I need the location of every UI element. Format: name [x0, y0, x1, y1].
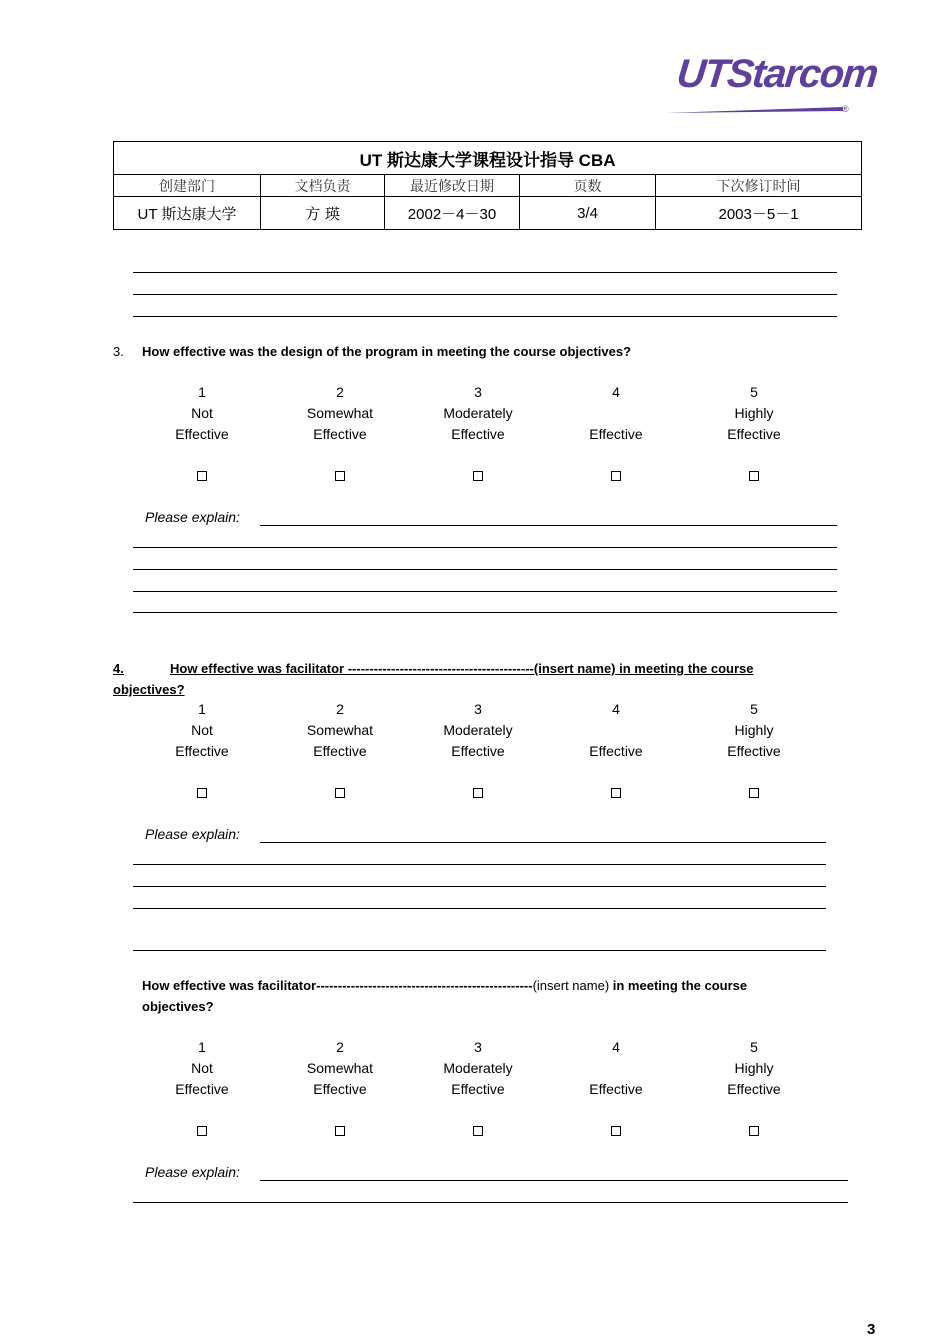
question-5-text-line1 — [142, 978, 747, 993]
rating-label: Effective — [589, 1081, 643, 1097]
page-number: 3 — [867, 1321, 876, 1338]
explain-input-line[interactable] — [260, 842, 826, 843]
rating-label: Not — [191, 1060, 213, 1076]
rating-label: Moderately — [443, 722, 513, 738]
answer-line[interactable] — [133, 612, 837, 613]
rating-number: 1 — [198, 701, 206, 717]
rating-option-1 — [147, 699, 257, 762]
rating-option-3 — [423, 699, 533, 762]
rating-label: Effective — [313, 743, 367, 759]
rating-label — [561, 403, 671, 424]
rating-checkbox-3[interactable] — [473, 1126, 483, 1136]
explain-input-line[interactable] — [260, 1180, 848, 1181]
rating-label: Effective — [313, 426, 367, 442]
rating-checkbox-4[interactable] — [611, 471, 621, 481]
answer-line[interactable] — [133, 950, 826, 951]
rating-number: 3 — [474, 1039, 482, 1055]
rating-label: Highly — [734, 405, 774, 421]
col-header-pages: 页数 — [520, 175, 656, 197]
rating-checkbox-3[interactable] — [473, 788, 483, 798]
answer-line[interactable] — [133, 547, 837, 548]
rating-label: Effective — [727, 1081, 781, 1097]
logo-swoosh-icon — [665, 102, 843, 114]
rating-label: Effective — [727, 743, 781, 759]
rating-number: 2 — [336, 384, 344, 400]
col-header-department: 创建部门 — [114, 175, 261, 197]
rating-number: 2 — [336, 701, 344, 717]
rating-option-2 — [285, 1037, 395, 1100]
rating-label: Not — [191, 405, 213, 421]
rating-label — [561, 720, 671, 741]
answer-line[interactable] — [133, 272, 837, 273]
question-4-number: 4. — [113, 661, 124, 676]
rating-label — [561, 1058, 671, 1079]
question-3-explain-label: Please explain: — [145, 509, 240, 525]
rating-checkbox-1[interactable] — [197, 788, 207, 798]
explain-input-line[interactable] — [260, 525, 837, 526]
rating-option-4 — [561, 1037, 671, 1100]
answer-line[interactable] — [133, 591, 837, 592]
col-header-last-modified: 最近修改日期 — [385, 175, 520, 197]
value-next-revision: 2003－5－1 — [656, 197, 862, 230]
rating-checkbox-2[interactable] — [335, 471, 345, 481]
rating-number: 3 — [474, 384, 482, 400]
rating-checkbox-1[interactable] — [197, 1126, 207, 1136]
rating-label: Effective — [175, 426, 229, 442]
rating-checkbox-5[interactable] — [749, 1126, 759, 1136]
rating-number: 4 — [612, 1039, 620, 1055]
answer-line[interactable] — [133, 294, 837, 295]
value-pages: 3/4 — [520, 197, 656, 230]
value-owner: 方 瑛 — [261, 197, 385, 230]
rating-option-3 — [423, 382, 533, 445]
rating-checkbox-2[interactable] — [335, 1126, 345, 1136]
rating-number: 3 — [474, 701, 482, 717]
rating-number: 1 — [198, 384, 206, 400]
rating-option-2 — [285, 382, 395, 445]
rating-number: 5 — [750, 701, 758, 717]
question-3-text: How effective was the design of the program in meeting the course objectives? — [142, 344, 632, 359]
rating-number: 1 — [198, 1039, 206, 1055]
question-4-explain-label: Please explain: — [145, 826, 240, 842]
rating-checkbox-5[interactable] — [749, 471, 759, 481]
rating-number: 4 — [612, 384, 620, 400]
answer-line[interactable] — [133, 864, 826, 865]
question-4-text-line2: objectives? — [113, 682, 185, 697]
question-5-text-line2: objectives? — [142, 999, 214, 1014]
rating-checkbox-4[interactable] — [611, 1126, 621, 1136]
utstarcom-logo — [665, 52, 880, 118]
rating-number: 5 — [750, 1039, 758, 1055]
rating-label: Effective — [313, 1081, 367, 1097]
col-header-next-revision: 下次修订时间 — [656, 175, 862, 197]
rating-checkbox-5[interactable] — [749, 788, 759, 798]
question-5-insert-name: (insert name) — [532, 978, 610, 993]
logo-wordmark: UTStarcom — [674, 52, 880, 96]
rating-option-5 — [699, 382, 809, 445]
rating-option-4 — [561, 382, 671, 445]
rating-label: Moderately — [443, 405, 513, 421]
document-header-table — [113, 141, 862, 230]
rating-label: Effective — [589, 743, 643, 759]
value-last-modified: 2002－4－30 — [385, 197, 520, 230]
rating-label: Effective — [451, 1081, 505, 1097]
rating-label: Not — [191, 722, 213, 738]
answer-line[interactable] — [133, 569, 837, 570]
answer-line[interactable] — [133, 908, 826, 909]
answer-line[interactable] — [133, 316, 837, 317]
question-5-explain-label: Please explain: — [145, 1164, 240, 1180]
rating-label: Effective — [175, 743, 229, 759]
rating-option-3 — [423, 1037, 533, 1100]
rating-option-4 — [561, 699, 671, 762]
question-5-text-a: How effective was facilitator-------------------------------------------------- — [142, 978, 533, 993]
document-title: UT 斯达康大学课程设计指导 CBA — [114, 142, 862, 175]
rating-label: Somewhat — [306, 722, 374, 738]
rating-label: Somewhat — [306, 405, 374, 421]
rating-checkbox-3[interactable] — [473, 471, 483, 481]
rating-checkbox-2[interactable] — [335, 788, 345, 798]
rating-option-5 — [699, 699, 809, 762]
rating-checkbox-1[interactable] — [197, 471, 207, 481]
rating-number: 2 — [336, 1039, 344, 1055]
rating-label: Effective — [727, 426, 781, 442]
answer-line[interactable] — [133, 1202, 848, 1203]
rating-label: Somewhat — [306, 1060, 374, 1076]
rating-checkbox-4[interactable] — [611, 788, 621, 798]
rating-option-1 — [147, 1037, 257, 1100]
col-header-owner: 文档负责 — [261, 175, 385, 197]
rating-label: Highly — [734, 1060, 774, 1076]
rating-label: Effective — [589, 426, 643, 442]
question-5-text-c: in meeting the course — [609, 978, 748, 993]
rating-option-1 — [147, 382, 257, 445]
answer-line[interactable] — [133, 886, 826, 887]
rating-label: Highly — [734, 722, 774, 738]
question-3-number: 3. — [113, 344, 124, 359]
rating-option-2 — [285, 699, 395, 762]
rating-option-5 — [699, 1037, 809, 1100]
rating-label: Moderately — [443, 1060, 513, 1076]
rating-label: Effective — [451, 743, 505, 759]
rating-number: 4 — [612, 701, 620, 717]
rating-number: 5 — [750, 384, 758, 400]
registered-mark: ® — [842, 104, 849, 114]
question-4-text-line1: How effective was facilitator -------------------------------------------(insert name) in meeting the course — [170, 661, 754, 676]
rating-label: Effective — [451, 426, 505, 442]
rating-label: Effective — [175, 1081, 229, 1097]
value-department: UT 斯达康大学 — [114, 197, 261, 230]
